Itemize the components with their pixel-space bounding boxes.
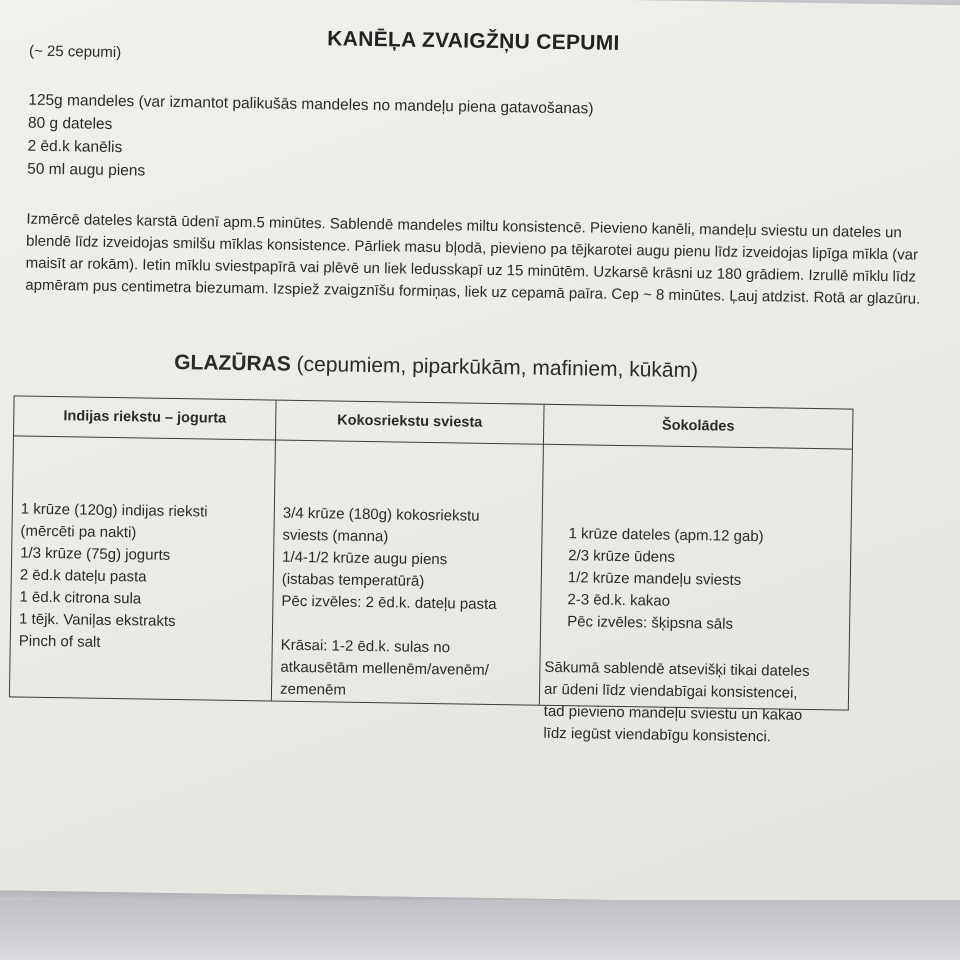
table-line: 1 ēd.k citrona sula bbox=[19, 588, 142, 608]
chocolate-ingredients bbox=[540, 445, 852, 746]
table-note-line: ar ūdeni līdz viendabīgai konsistencei, bbox=[543, 680, 798, 702]
table-note-line: līdz iegūst viendabīgu konsistenci. bbox=[543, 724, 772, 746]
table-line: Pēc izvēles: šķipsna sāls bbox=[567, 613, 734, 633]
column-header-coconut: Kokosriekstu sviesta bbox=[276, 401, 545, 445]
table-line: 2 ēd.k dateļu pasta bbox=[19, 566, 147, 586]
table-note-line: zemenēm bbox=[279, 680, 347, 699]
table-line: 1/2 krūze mandeļu sviests bbox=[567, 569, 742, 589]
ingredient-item: 125g mandeles (var izmantot palikušās mandeles no mandeļu piena gatavošanas) bbox=[28, 91, 594, 118]
table-line: Pēc izvēles: 2 ēd.k. dateļu pasta bbox=[281, 592, 497, 614]
table-line: Pinch of salt bbox=[18, 632, 101, 651]
table-line: 2/3 krūze ūdens bbox=[568, 547, 676, 566]
table-line: 1/3 krūze (75g) jogurts bbox=[20, 544, 171, 564]
table-line: sviests (manna) bbox=[282, 526, 389, 546]
table-line: (istabas temperatūrā) bbox=[281, 570, 425, 590]
table-line: 3/4 krūze (180g) kokosriekstu bbox=[282, 504, 480, 525]
servings: (~ 25 cepumi) bbox=[28, 42, 122, 62]
table-line: 2-3 ēd.k. kakao bbox=[567, 591, 671, 610]
column-header-chocolate: Šokolādes bbox=[544, 405, 853, 450]
glaze-table bbox=[9, 395, 854, 746]
method-paragraph: Izmērcē dateles karstā ūdenī apm.5 minūtes. Sablendē mandeles miltu konsistencē. Pievieno kanēli, mandeļu sviestu un dateles un blendē līdz izveidojas smilšu mīklas konsistence. Pārliek masu bļodā, pievieno pa tējkarotei augu pienu līdz izveidojas lipīga mīkla (var maisīt ar rokām). Ietin mīklu sviestpapīrā vai plēvē un liek ledusskapī uz 15 minūtēm. Uzkarsē krāsni uz 180 grādiem. Izrullē mīklu līdz apmēram pus centimetra biezumam. Izspiež zvaigznīšu formiņas, liek uz cepamā paīra. Cep ~ 8 minūtes. Ļauj atdzist. Rotā ar glazūru. bbox=[25, 210, 921, 308]
table-line: 1 tējk. Vaniļas ekstrakts bbox=[18, 610, 176, 630]
table-line: (mērcēti pa nakti) bbox=[20, 522, 137, 542]
cashew-yogurt-ingredients bbox=[10, 436, 276, 700]
recipe-title: KANĒĻA ZVAIGŽŅU CEPUMI bbox=[327, 27, 620, 55]
table-note-line: tad pievieno mandeļu sviestu un kakao bbox=[543, 702, 803, 724]
table-line: 1/4-1/2 krūze augu piens bbox=[281, 548, 448, 569]
table-note-line: Sākumā sablendē atsevišķi tikai dateles bbox=[544, 658, 810, 680]
table-line: 1 krūze (120g) indijas rieksti bbox=[20, 500, 208, 521]
background-surface bbox=[0, 900, 960, 960]
ingredient-item: 50 ml augu piens bbox=[27, 160, 146, 180]
table-note-line: atkausētām mellenēm/avenēm/ bbox=[280, 658, 489, 679]
chocolate-note bbox=[543, 657, 840, 750]
glaze-heading-rest: (cepumiem, piparkūkām, mafiniem, kūkām) bbox=[290, 352, 699, 383]
ingredient-list bbox=[27, 89, 594, 190]
ingredient-item: 2 ēd.k kanēlis bbox=[27, 137, 123, 157]
glaze-heading-strong: GLAZŪRAS bbox=[173, 350, 292, 376]
ingredient-item: 80 g dateles bbox=[27, 114, 113, 133]
column-header-cashew: Indijas riekstu – jogurta bbox=[14, 396, 277, 440]
table-line: 1 krūze dateles (apm.12 gab) bbox=[568, 525, 764, 546]
table-note-line: Krāsai: 1-2 ēd.k. sulas no bbox=[280, 636, 451, 657]
glaze-heading bbox=[174, 351, 698, 383]
coconut-butter-ingredients bbox=[272, 441, 544, 705]
